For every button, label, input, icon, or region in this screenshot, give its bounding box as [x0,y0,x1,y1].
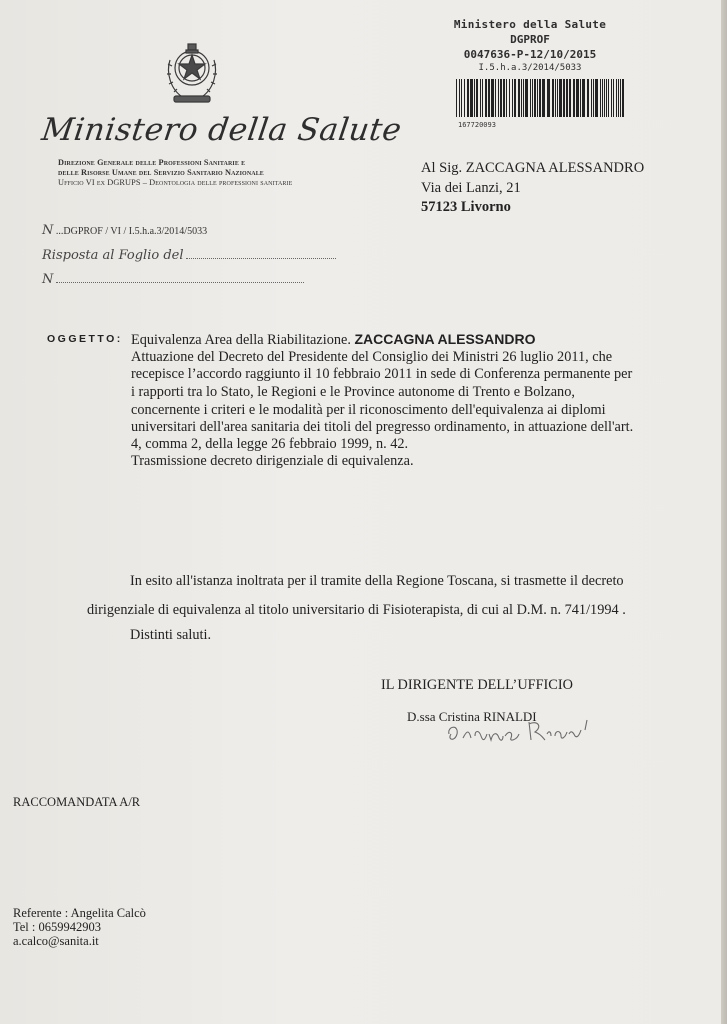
contact-phone: Tel : 0659942903 [13,920,102,934]
recipient-street: Via dei Lanzi, 21 [421,180,521,196]
barcode-bar [580,79,581,117]
n2-dotted-line [56,282,304,283]
subject-line: recepisce l’accordo raggiunto il 10 febbraio 2011 in sede di Conferenza permanente per [131,366,633,382]
subject-title-name: ZACCAGNA ALESSANDRO [354,331,536,347]
ministry-title: Ministero della Salute [39,112,404,148]
n2-line [42,272,304,287]
barcode-bar [480,79,481,117]
barcode-bar [582,79,585,117]
barcode-bar [595,79,598,117]
barcode-bar [470,79,473,117]
reply-line [42,248,336,263]
barcode-bar [509,79,510,117]
barcode-bar [569,79,571,117]
barcode-bar [498,79,499,117]
stamp-protocol-number: 0047636-P-12/10/2015 [463,48,597,61]
barcode-bar [485,79,487,117]
barcode-bar [555,79,556,117]
barcode-bar [600,79,601,117]
barcode-bar [474,79,475,117]
barcode-bar [488,79,490,117]
barcode-bar [518,79,520,117]
dept-line-1: Direzione Generale delle Professioni Sanitarie e [58,158,246,167]
subject-line: 4, comma 2, della legge 26 febbraio 1999, n. 42. [131,436,409,452]
barcode-bar [563,79,565,117]
protocol-n-label: N [42,223,54,238]
barcode-bar [506,79,507,117]
barcode-bar [525,79,528,117]
barcode-bar [616,79,617,117]
barcode-bar [591,79,592,117]
subject-line: concernente i criteri e le modalità per il riconoscimento dell'equivalenza ai diplomi [131,401,606,418]
subject-line: universitari dell'area sanitaria dei titoli del pregresso ordinamento, in attuazione dell'art. [131,419,634,435]
barcode-bar [530,79,531,117]
signatory-name: D.ssa Cristina RINALDI [407,709,537,724]
barcode-bar [482,79,483,117]
contact-referente: Referente : Angelita Calcò [13,906,146,920]
barcode-bar [534,79,536,117]
barcode-bar [608,79,609,117]
barcode-bar [464,79,465,117]
reply-dotted-line [186,258,336,259]
barcode-bar [537,79,538,117]
subject-line: i rapporti tra lo Stato, le Regioni e le Province autonome di Trento e Bolzano, [131,384,575,400]
barcode-bar [491,79,494,117]
stamp-ministry: Ministero della Salute [453,18,607,31]
barcode-bar [622,79,624,117]
barcode-number: 167720093 [458,121,496,129]
closing-greeting: Distinti saluti. [130,627,212,643]
subject-title-prefix: Equivalenza Area della Riabilitazione. [131,332,355,348]
signatory-title: IL DIRIGENTE DELL’UFFICIO [381,677,573,693]
barcode-bar [620,79,621,117]
protocol-stamp [430,18,630,73]
subject-line: Attuazione del Decreto del Presidente del Consiglio dei Ministri 26 luglio 2011, che [131,348,613,365]
barcode-bar [532,79,533,117]
barcode-bar [456,79,457,117]
barcode-bar [552,79,554,117]
recipient-city: 57123 Livorno [421,199,511,215]
mail-type: RACCOMANDATA A/R [13,795,141,809]
barcode-bar [593,79,594,117]
barcode-bar [521,79,522,117]
dept-line-3: Ufficio VI ex DGRUPS – Deontologia delle professioni sanitarie [58,178,293,187]
n2-label: N [42,272,54,287]
reply-label: Risposta al Foglio del [42,248,184,263]
body-paragraph-line-1: In esito all'istanza inoltrata per il tramite della Regione Toscana, si trasmette il decreto [130,573,624,589]
protocol-number: ...DGPROF / VI / I.5.h.a.3/2014/5033 [55,226,208,237]
barcode-bar [611,79,612,117]
subject-label: OGGETTO: [47,333,123,345]
barcode-bar [476,79,478,117]
barcode-bar [576,79,579,117]
stamp-office: DGPROF [510,33,550,46]
barcode-bar [503,79,505,117]
barcode-bar [459,79,460,117]
barcode-bar [613,79,614,117]
handwritten-signature [445,712,605,752]
barcode-bar [573,79,575,117]
contact-email: a.calco@sanita.it [13,934,99,948]
barcode-bar [495,79,496,117]
barcode-bar [512,79,513,117]
barcode-bar [500,79,502,117]
subject-line: Trasmissione decreto dirigenziale di equivalenza. [131,453,414,469]
barcode-bar [606,79,607,117]
dept-line-2: delle Risorse Umane del Servizio Sanitario Nazionale [58,168,264,177]
subject-title [131,331,535,349]
barcode-bar [618,79,619,117]
barcode-bar [514,79,516,117]
republic-emblem-icon [160,38,224,110]
protocol-number-line [42,223,207,238]
barcode-bar [539,79,541,117]
page-edge-shadow [721,0,727,1024]
barcode [456,79,628,117]
barcode-bar [566,79,568,117]
body-paragraph-line-2: dirigenziale di equivalenza al titolo universitario di Fisioterapista, di cui al D.M. n. 741/1994 . [87,602,626,618]
barcode-bar [559,79,562,117]
barcode-bar [604,79,605,117]
barcode-bar [461,79,462,117]
barcode-bar [542,79,545,117]
barcode-bar [602,79,603,117]
barcode-bar [547,79,550,117]
recipient-name: Al Sig. ZACCAGNA ALESSANDRO [421,160,645,176]
barcode-bar [467,79,469,117]
stamp-classification: I.5.h.a.3/2014/5033 [478,63,582,73]
barcode-bar [523,79,524,117]
barcode-bar [557,79,558,117]
barcode-bar [587,79,589,117]
